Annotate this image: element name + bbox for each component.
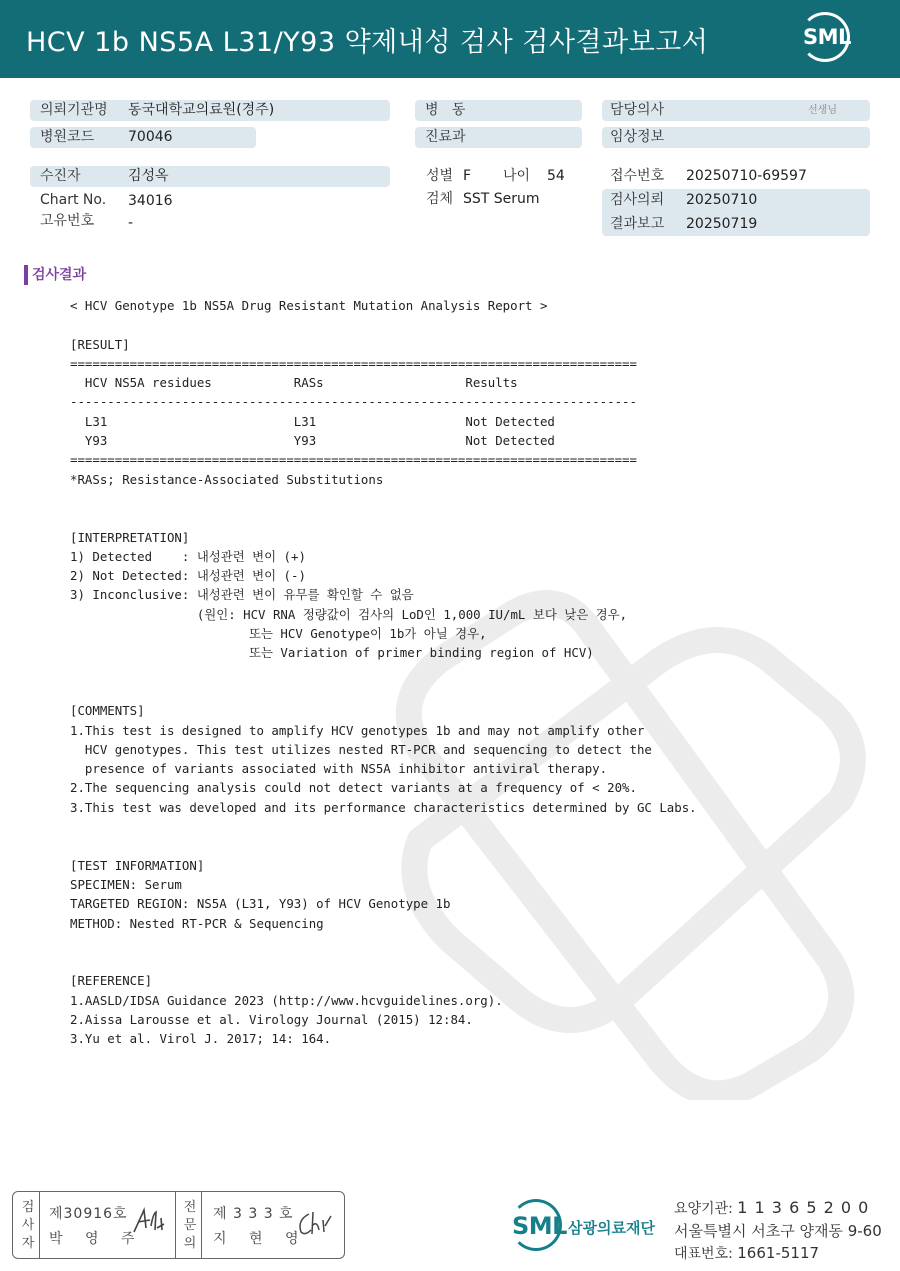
report-title: HCV 1b NS5A L31/Y93 약제내성 검사 검사결과보고서 xyxy=(26,27,709,58)
doctor-suffix: 선생님 xyxy=(808,105,837,116)
care-code xyxy=(674,1198,869,1219)
report-line xyxy=(70,508,697,527)
hospital-code-label: 병원코드 xyxy=(40,129,95,145)
specialist-label: 전문의 xyxy=(183,1200,197,1251)
request-value: 20250710 xyxy=(686,192,758,208)
report-line xyxy=(70,933,697,952)
report-line: [RESULT] xyxy=(70,336,130,352)
report-line: *RASs; Resistance-Associated Substitutions xyxy=(70,471,384,487)
section-marker xyxy=(24,265,28,285)
report-line: 1.AASLD/IDSA Guidance 2023 (http://www.hcvguidelines.org). xyxy=(70,992,503,1008)
chart-no-value: 34016 xyxy=(128,193,173,209)
report-line xyxy=(70,663,697,682)
report-line: METHOD: Nested RT-PCR & Sequencing xyxy=(70,915,324,931)
report-line: HCV NS5A residues RASs Results xyxy=(70,375,518,391)
report-line: < HCV Genotype 1b NS5A Drug Resistant Mutation Analysis Report > xyxy=(70,298,548,313)
dept-label: 진료과 xyxy=(425,129,466,145)
divider xyxy=(201,1192,202,1258)
ward-label: 병 동 xyxy=(425,102,466,118)
footer-logo xyxy=(508,1199,668,1257)
report-line: 2.The sequencing analysis could not detect variants at a frequency of < 20%. xyxy=(70,780,637,796)
report-line xyxy=(70,836,697,855)
report-line: [INTERPRETATION] xyxy=(70,529,190,545)
report-date-label: 결과보고 xyxy=(610,216,665,232)
age-value: 54 xyxy=(547,168,565,184)
report-line: (원인: HCV RNA 정량값이 검사의 LoD인 1,000 IU/mL 보다 낮은 경우, xyxy=(70,606,628,622)
report-line: 3.This test was developed and its performance characteristics determined by GC Labs. xyxy=(70,799,697,815)
sex-value: F xyxy=(463,168,472,184)
report-line: ---------------------------------------------------------------------------- xyxy=(70,394,637,410)
report-line: SPECIMEN: Serum xyxy=(70,876,182,892)
report-line: 3.Yu et al. Virol J. 2017; 14: 164. xyxy=(70,1031,332,1047)
patient-bar xyxy=(30,166,390,187)
tester-label: 검사자 xyxy=(21,1200,35,1251)
phone-value: 1661-5117 xyxy=(737,1244,820,1262)
footer-address: 서울특별시 서초구 양재동 9-60 xyxy=(674,1222,882,1240)
unique-no-value: - xyxy=(128,215,134,231)
report-line: [REFERENCE] xyxy=(70,973,153,989)
report-line xyxy=(70,952,697,971)
report-line: Y93 Y93 Not Detected xyxy=(70,433,555,449)
doctor-label: 담당의사 xyxy=(610,102,665,118)
tester-vertical-label xyxy=(17,1199,39,1253)
signature-box xyxy=(12,1191,345,1259)
receipt-label: 접수번호 xyxy=(610,168,665,184)
receipt-value: 20250710-69597 xyxy=(686,168,807,184)
report-line: 2.Aissa Larousse et al. Virology Journal (2015) 12:84. xyxy=(70,1011,473,1027)
report-line: 1.This test is designed to amplify HCV genotypes 1b and may not amplify other xyxy=(70,722,645,738)
chart-no-label: Chart No. xyxy=(40,192,107,208)
report-line xyxy=(70,489,697,508)
report-line: 또는 HCV Genotype이 1b가 아닐 경우, xyxy=(70,626,487,642)
phone xyxy=(674,1243,819,1264)
report-line: 또는 Variation of primer binding region of HCV) xyxy=(70,645,594,661)
specialist-license: 제 3 3 3 호 xyxy=(213,1206,294,1222)
specialist-name: 지 현 영 xyxy=(213,1231,308,1247)
logo-text: SML xyxy=(803,25,851,49)
hospital-code-value: 70046 xyxy=(128,129,173,145)
institution-value: 동국대학교의료원(경주) xyxy=(128,102,275,118)
specialist-vertical-label xyxy=(179,1199,201,1253)
patient-value: 김성옥 xyxy=(128,168,169,184)
report-line: HCV genotypes. This test utilizes nested RT-PCR and sequencing to detect the xyxy=(70,741,652,757)
report-line: ============================================================================ xyxy=(70,355,637,371)
tester-license: 제30916호 xyxy=(49,1206,128,1222)
specimen-value: SST Serum xyxy=(463,191,540,207)
divider xyxy=(39,1192,40,1258)
tester-signature-icon xyxy=(131,1206,169,1236)
report-line: 1) Detected : 내성관련 변이 (+) xyxy=(70,548,306,564)
report-line xyxy=(70,817,697,836)
institution-label: 의뢰기관명 xyxy=(40,102,108,118)
report-line: TARGETED REGION: NS5A (L31, Y93) of HCV Genotype 1b xyxy=(70,896,451,912)
report-line: 3) Inconclusive: 내성관련 변이 유무를 확인할 수 없음 xyxy=(70,587,414,603)
divider xyxy=(175,1192,176,1258)
report-line: L31 L31 Not Detected xyxy=(70,413,555,429)
specimen-label: 검체 xyxy=(426,191,454,207)
sml-logo xyxy=(796,12,854,66)
report-line: presence of variants associated with NS5A inhibitor antiviral therapy. xyxy=(70,761,608,777)
phone-label: 대표번호: xyxy=(674,1246,738,1262)
footer-logo-text: SML xyxy=(512,1212,567,1240)
age-label: 나이 xyxy=(503,168,531,184)
care-code-label: 요양기관: xyxy=(674,1201,738,1217)
report-line: [TEST INFORMATION] xyxy=(70,857,205,873)
tester-name: 박 영 주 xyxy=(49,1231,144,1247)
report-body xyxy=(70,296,697,1049)
care-code-value: 1 1 3 6 5 2 0 0 xyxy=(737,1198,870,1217)
report-header xyxy=(0,0,900,78)
report-line: ============================================================================ xyxy=(70,452,637,468)
sex-label: 성별 xyxy=(426,168,454,184)
section-title: 검사결과 xyxy=(32,267,87,283)
report-line: [COMMENTS] xyxy=(70,703,145,719)
patient-label: 수진자 xyxy=(40,168,81,184)
footer-org-name: 삼광의료재단 xyxy=(568,1219,655,1237)
clinical-label: 임상정보 xyxy=(610,129,665,145)
request-label: 검사의뢰 xyxy=(610,192,665,208)
report-line xyxy=(70,315,697,334)
report-date-value: 20250719 xyxy=(686,216,758,232)
report-line: 2) Not Detected: 내성관련 변이 (-) xyxy=(70,568,306,584)
report-line xyxy=(70,682,697,701)
unique-no-label: 고유번호 xyxy=(40,213,95,229)
specialist-signature-icon xyxy=(295,1208,333,1238)
